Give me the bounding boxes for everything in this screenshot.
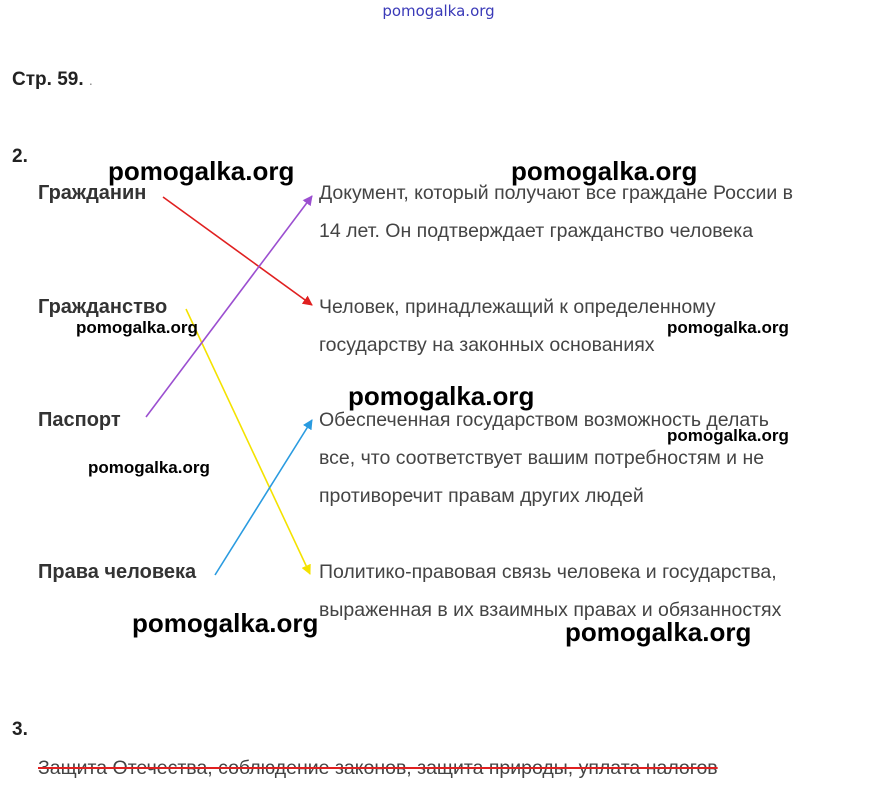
definition-line: выраженная в их взаимных правах и обязанностях [319, 599, 782, 621]
definition-line: Политико-правовая связь человека и государства, [319, 561, 777, 583]
watermark: pomogalka.org [667, 318, 789, 337]
page-ref-text: Стр. 59. [12, 69, 84, 90]
task-2-number: 2. [12, 146, 28, 167]
arrow-citizenship-to-definition [186, 309, 310, 574]
watermark: pomogalka.org [88, 458, 210, 477]
watermark: pomogalka.org [132, 608, 319, 638]
term-passport: Паспорт [38, 409, 121, 431]
definition-line: государству на законных основаниях [319, 334, 655, 356]
watermark: pomogalka.org [108, 156, 295, 186]
definition-line: противоречит правам других людей [319, 485, 644, 507]
site-header[interactable]: pomogalka.org [382, 2, 495, 20]
task-3-answer: Защита Отечества, соблюдение законов, защита природы, уплата налогов [38, 757, 718, 779]
watermark: pomogalka.org [667, 426, 789, 445]
page-ref-dot: . [88, 72, 93, 88]
definition-line: все, что соответствует вашим потребностям и не [319, 447, 765, 469]
watermark: pomogalka.org [348, 381, 535, 411]
watermark: pomogalka.org [565, 617, 752, 647]
arrow-citizen-to-definition [163, 197, 312, 305]
definition-line: 14 лет. Он подтверждает гражданство человека [319, 220, 754, 242]
definition-line: Обеспеченная государством возможность делать [319, 409, 769, 431]
watermark: pomogalka.org [76, 318, 198, 337]
definition-line: Человек, принадлежащий к определенному [319, 296, 716, 318]
watermark: pomogalka.org [511, 156, 698, 186]
arrow-rights-to-definition [215, 420, 312, 575]
task-3-number: 3. [12, 719, 28, 740]
arrow-passport-to-definition [146, 196, 312, 417]
definition-line: Документ, который получают все граждане России в [319, 182, 794, 204]
term-citizen: Гражданин [38, 182, 147, 204]
term-citizenship: Гражданство [38, 296, 168, 318]
term-human-rights: Права человека [38, 561, 197, 583]
